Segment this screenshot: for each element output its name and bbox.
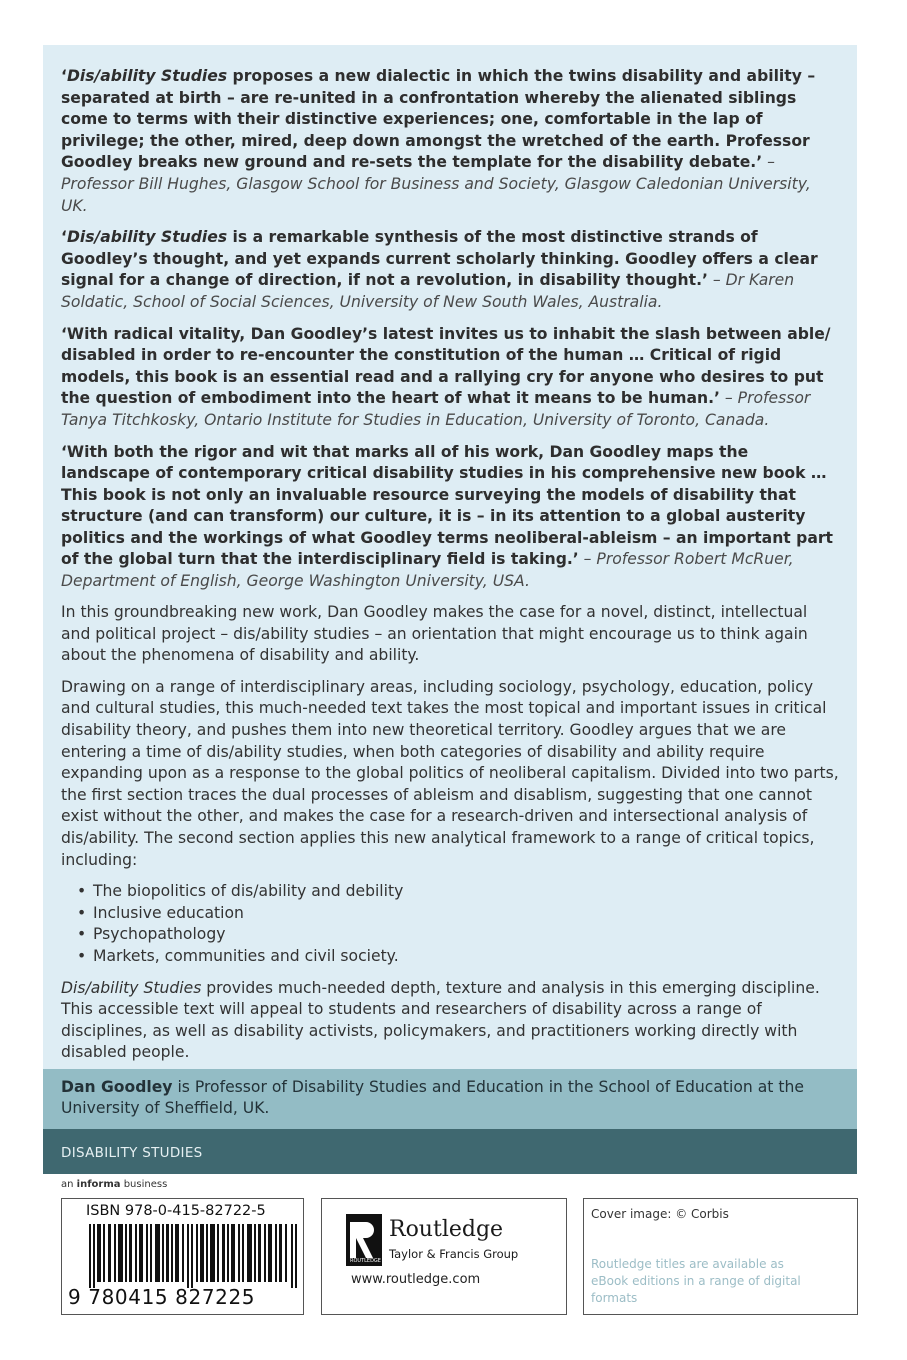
bullet-icon: • [77,882,87,901]
isbn-label: ISBN 978-0-415-82722-5 [86,1203,266,1219]
list-item: • Inclusive education [77,903,839,925]
praise-section [61,66,839,603]
list-item: • Markets, communities and civil society. [77,946,839,968]
publisher-name: Routledge [389,1217,504,1242]
praise-attribution: – Professor Bill Hughes, Glasgow School for Business and Society, Glasgow Caledonian University, UK. [61,153,811,215]
praise-quote-2: ‘Dis/ability Studies is a remarkable synthesis of the most distinctive strands of Goodley’s thought, and yet expands current scholarly thinking. Goodley offers a clear signal for a change of direction, if not a revolution, in disability thought.’ – Dr Karen Soldatic, School of Social Sciences, University of New South Wales, Australia. [61,228,818,311]
cover-credit: Cover image: © Corbis [591,1207,729,1221]
topic-list [61,881,839,967]
description-paragraph-1: In this groundbreaking new work, Dan Goodley makes the case for a novel, distinct, intellectual and political project – dis/ability studies – an orientation that might encourage us to think again about the phenomena of disability and ability. [61,603,808,665]
subject-category: DISABILITY STUDIES [61,1145,203,1161]
book-title-ref: Dis/ability Studies [66,67,228,85]
list-item: • The biopolitics of dis/ability and debility [77,881,839,903]
book-title-ref: Dis/ability Studies [66,228,228,247]
author-name: Dan Goodley [61,1078,173,1096]
logo-lettering: ROUTLEDGE [350,1258,381,1264]
description-paragraph-3: Dis/ability Studies provides much-needed depth, texture and analysis in this emerging discipline. This accessible text will appeal to students and researchers of disability across a range of disciplines, as well as disability activists, policymakers, and practitioners working directly with disabled people. [61,978,820,1062]
praise-quote-1: ‘Dis/ability Studies proposes a new dialectic in which the twins disability and ability – separated at birth – are re-united in a confrontation whereby the alienated siblings come to terms with their distinctive experiences; one, comfortable in the lap of privilege; the other, mired, deep down amongst the wretched of the earth. Professor Goodley breaks new ground and re-sets the template for the disability debate.’ – Professor Bill Hughes, Glasgow School for Business and Society, Glasgow Caledonian University, UK. [61,67,816,215]
routledge-logo-icon [346,1214,382,1266]
bullet-icon: • [77,946,87,965]
praise-attribution: – Professor Tanya Titchkosky, Ontario Institute for Studies in Education, University of Toronto, Canada. [61,389,811,429]
praise-attribution: – Professor Robert McRuer, Department of English, George Washington University, USA. [61,550,794,591]
publisher-group: Taylor & Francis Group [389,1247,519,1261]
bullet-icon: • [77,903,87,922]
book-description [61,602,839,1074]
publisher-url: www.routledge.com [351,1272,481,1287]
praise-quote-3: ‘With radical vitality, Dan Goodley’s latest invites us to inhabit the slash between able/ disabled in order to re-encounter the constitution of the human … Critical of rigid models, this book is an essential read and a rallying cry for anyone who desires to put the question of embodiment into the heart of what it means to be human.’ – Professor Tanya Titchkosky, Ontario Institute for Studies in Education, University of Toronto, Canada. [61,324,831,429]
informa-brand: informa [76,1179,121,1190]
bullet-icon: • [77,925,87,944]
barcode-icon [89,1224,299,1288]
praise-quote-4: ‘With both the rigor and wit that marks all of his work, Dan Goodley maps the landscape of contemporary critical disability studies in his comprehensive new book … This book is not only an invaluable resource surveying the models of disability that structure (and can transform) our culture, it is – in its attention to a global austerity politics and the workings of what Goodley terms neoliberal-ableism – an important part of the global turn that the interdisciplinary field is taking.’ – Professor Robert McRuer, Department of English, George Washington University, USA. [61,442,834,591]
book-title-ref: Dis/ability Studies [61,978,202,997]
author-bio: Dan Goodley is Professor of Disability Studies and Education in the School of Education at the University of Sheffield, UK. [61,1078,804,1118]
list-item: • Psychopathology [77,924,839,946]
ebook-note: Routledge titles are available as eBook editions in a range of digital formats [591,1257,801,1305]
informa-tagline: an informa business [61,1179,168,1190]
barcode-digits: 9 780415 827225 [68,1285,256,1309]
praise-attribution: – Dr Karen Soldatic, School of Social Sciences, University of New South Wales, Australia. [61,271,795,311]
description-paragraph-2: Drawing on a range of interdisciplinary areas, including sociology, psychology, education, policy and cultural studies, this much-needed text takes the most topical and important issues in critical disability theory, and pushes them into new theoretical territory. Goodley argues that we are entering a time of dis/ability studies, when both categories of disability and ability require expanding upon as a response to the global politics of neoliberal capitalism. Divided into two parts, the first section traces the dual processes of ableism and disablism, suggesting that one cannot exist without the other, and makes the case for a research-driven and intersectional analysis of dis/ability. The second section applies this new analytical framework to a range of critical topics, including: [61,677,839,869]
